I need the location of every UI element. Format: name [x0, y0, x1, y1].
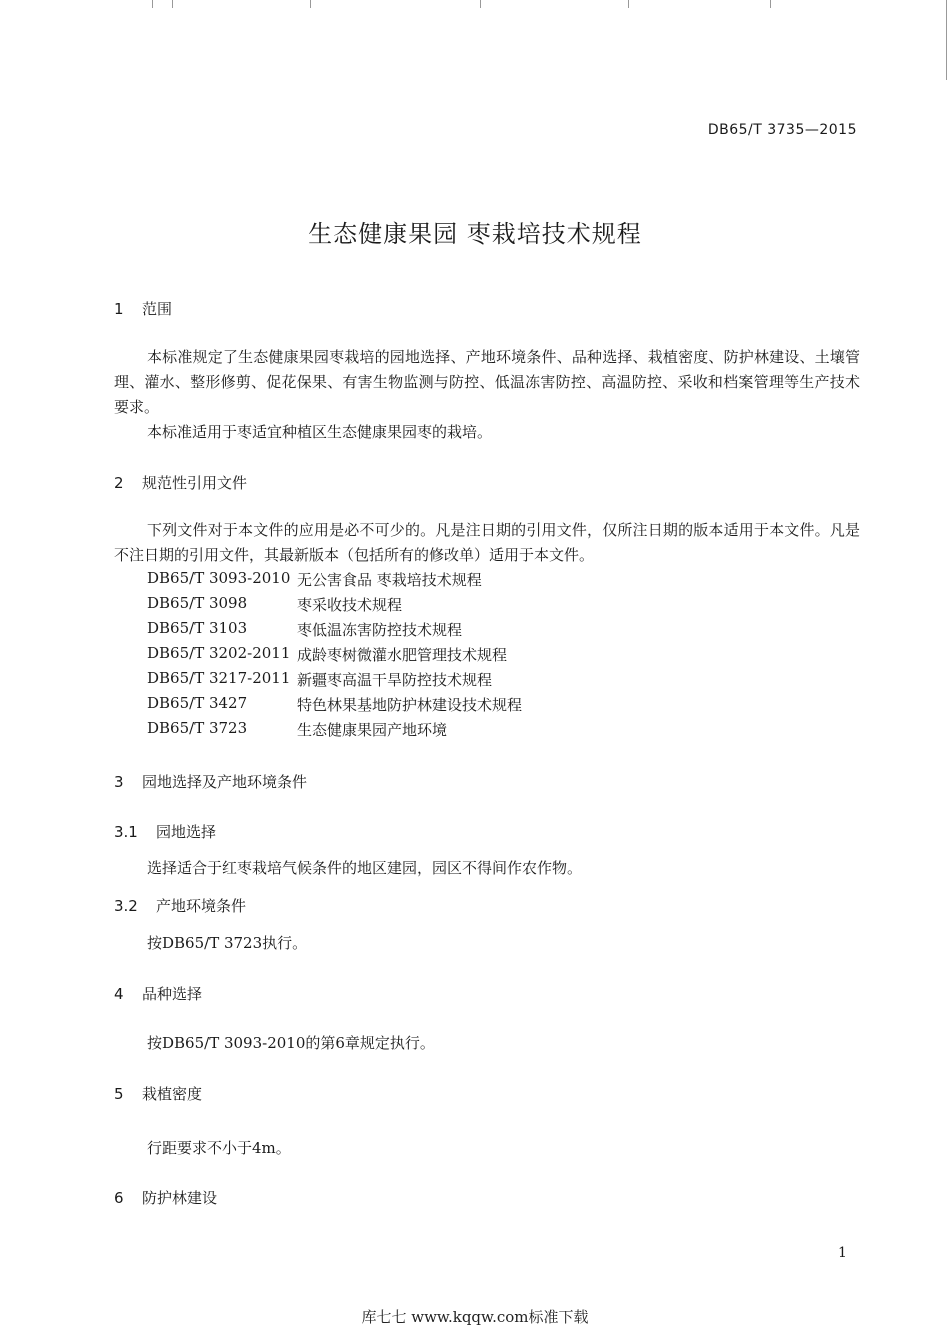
page-title: 生态健康果园 枣栽培技术规程 [308, 220, 642, 248]
reference-title: 生态健康果园产地环境 [297, 721, 448, 739]
reference-code: DB65/T 3093-2010 [147, 569, 291, 587]
section-4-text: 按DB65/T 3093-2010的第6章规定执行。 [147, 1034, 435, 1052]
section-title: 栽植密度 [142, 1085, 203, 1103]
reference-code: DB65/T 3427 [147, 694, 248, 712]
reference-title: 枣低温冻害防控技术规程 [297, 621, 463, 639]
reference-title: 无公害食品 枣栽培技术规程 [297, 571, 482, 589]
section-number: 1 [114, 300, 124, 318]
footer-watermark: 库七七 www.kqqw.com标准下载 [361, 1308, 589, 1326]
section-title: 防护林建设 [142, 1189, 218, 1207]
section-title: 品种选择 [142, 985, 203, 1003]
section-3-1-heading [114, 821, 216, 842]
reference-code: DB65/T 3098 [147, 594, 248, 612]
section-1-paragraph-2: 本标准适用于枣适宜种植区生态健康果园枣的栽培。 [147, 423, 493, 441]
reference-title: 枣采收技术规程 [297, 596, 403, 614]
reference-title: 成龄枣树微灌水肥管理技术规程 [297, 646, 508, 664]
reference-code: DB65/T 3103 [147, 619, 248, 637]
section-5-text: 行距要求不小于4m。 [147, 1139, 291, 1157]
section-3-2-heading [114, 895, 246, 916]
reference-code: DB65/T 3217-2011 [147, 669, 291, 687]
section-2-paragraph: 下列文件对于本文件的应用是必不可少的。凡是注日期的引用文件，仅所注日期的版本适用于本文件。凡是不注日期的引用文件，其最新版本（包括所有的修改单）适用于本文件。 [114, 521, 860, 564]
section-4-heading [114, 983, 202, 1004]
section-number: 3 [114, 773, 124, 791]
section-title: 园地选择 [156, 823, 217, 841]
section-number: 6 [114, 1189, 124, 1207]
scan-mark [628, 0, 629, 8]
scan-mark [770, 0, 771, 8]
document-number: DB65/T 3735—2015 [707, 122, 857, 138]
section-number: 3.1 [114, 823, 138, 841]
scan-mark [310, 0, 311, 8]
section-3-heading [114, 771, 307, 792]
scan-mark [172, 0, 173, 8]
reference-title: 特色林果基地防护林建设技术规程 [297, 696, 523, 714]
section-5-heading [114, 1083, 202, 1104]
section-3-2-text: 按DB65/T 3723执行。 [147, 934, 308, 952]
section-number: 4 [114, 985, 124, 1003]
section-title: 产地环境条件 [156, 897, 247, 915]
scan-mark [152, 0, 153, 8]
reference-title: 新疆枣高温干旱防控技术规程 [297, 671, 493, 689]
section-1-paragraph-1: 本标准规定了生态健康果园枣栽培的园地选择、产地环境条件、品种选择、栽植密度、防护林建设、土壤管理、灌水、整形修剪、促花保果、有害生物监测与防控、低温冻害防控、高温防控、采收和档案管理等生产技术要求。 [114, 348, 860, 416]
scan-mark [946, 0, 947, 80]
section-title: 规范性引用文件 [142, 474, 248, 492]
section-number: 2 [114, 474, 124, 492]
section-6-heading [114, 1187, 217, 1208]
reference-code: DB65/T 3202-2011 [147, 644, 291, 662]
section-2-heading [114, 472, 247, 493]
page-number: 1 [838, 1245, 847, 1261]
reference-code: DB65/T 3723 [147, 719, 248, 737]
section-title: 园地选择及产地环境条件 [142, 773, 308, 791]
section-number: 5 [114, 1085, 124, 1103]
scan-mark [480, 0, 481, 8]
section-1-heading [114, 298, 172, 319]
section-3-1-text: 选择适合于红枣栽培气候条件的地区建园，园区不得间作农作物。 [147, 859, 583, 877]
section-title: 范围 [142, 300, 173, 318]
section-number: 3.2 [114, 897, 138, 915]
